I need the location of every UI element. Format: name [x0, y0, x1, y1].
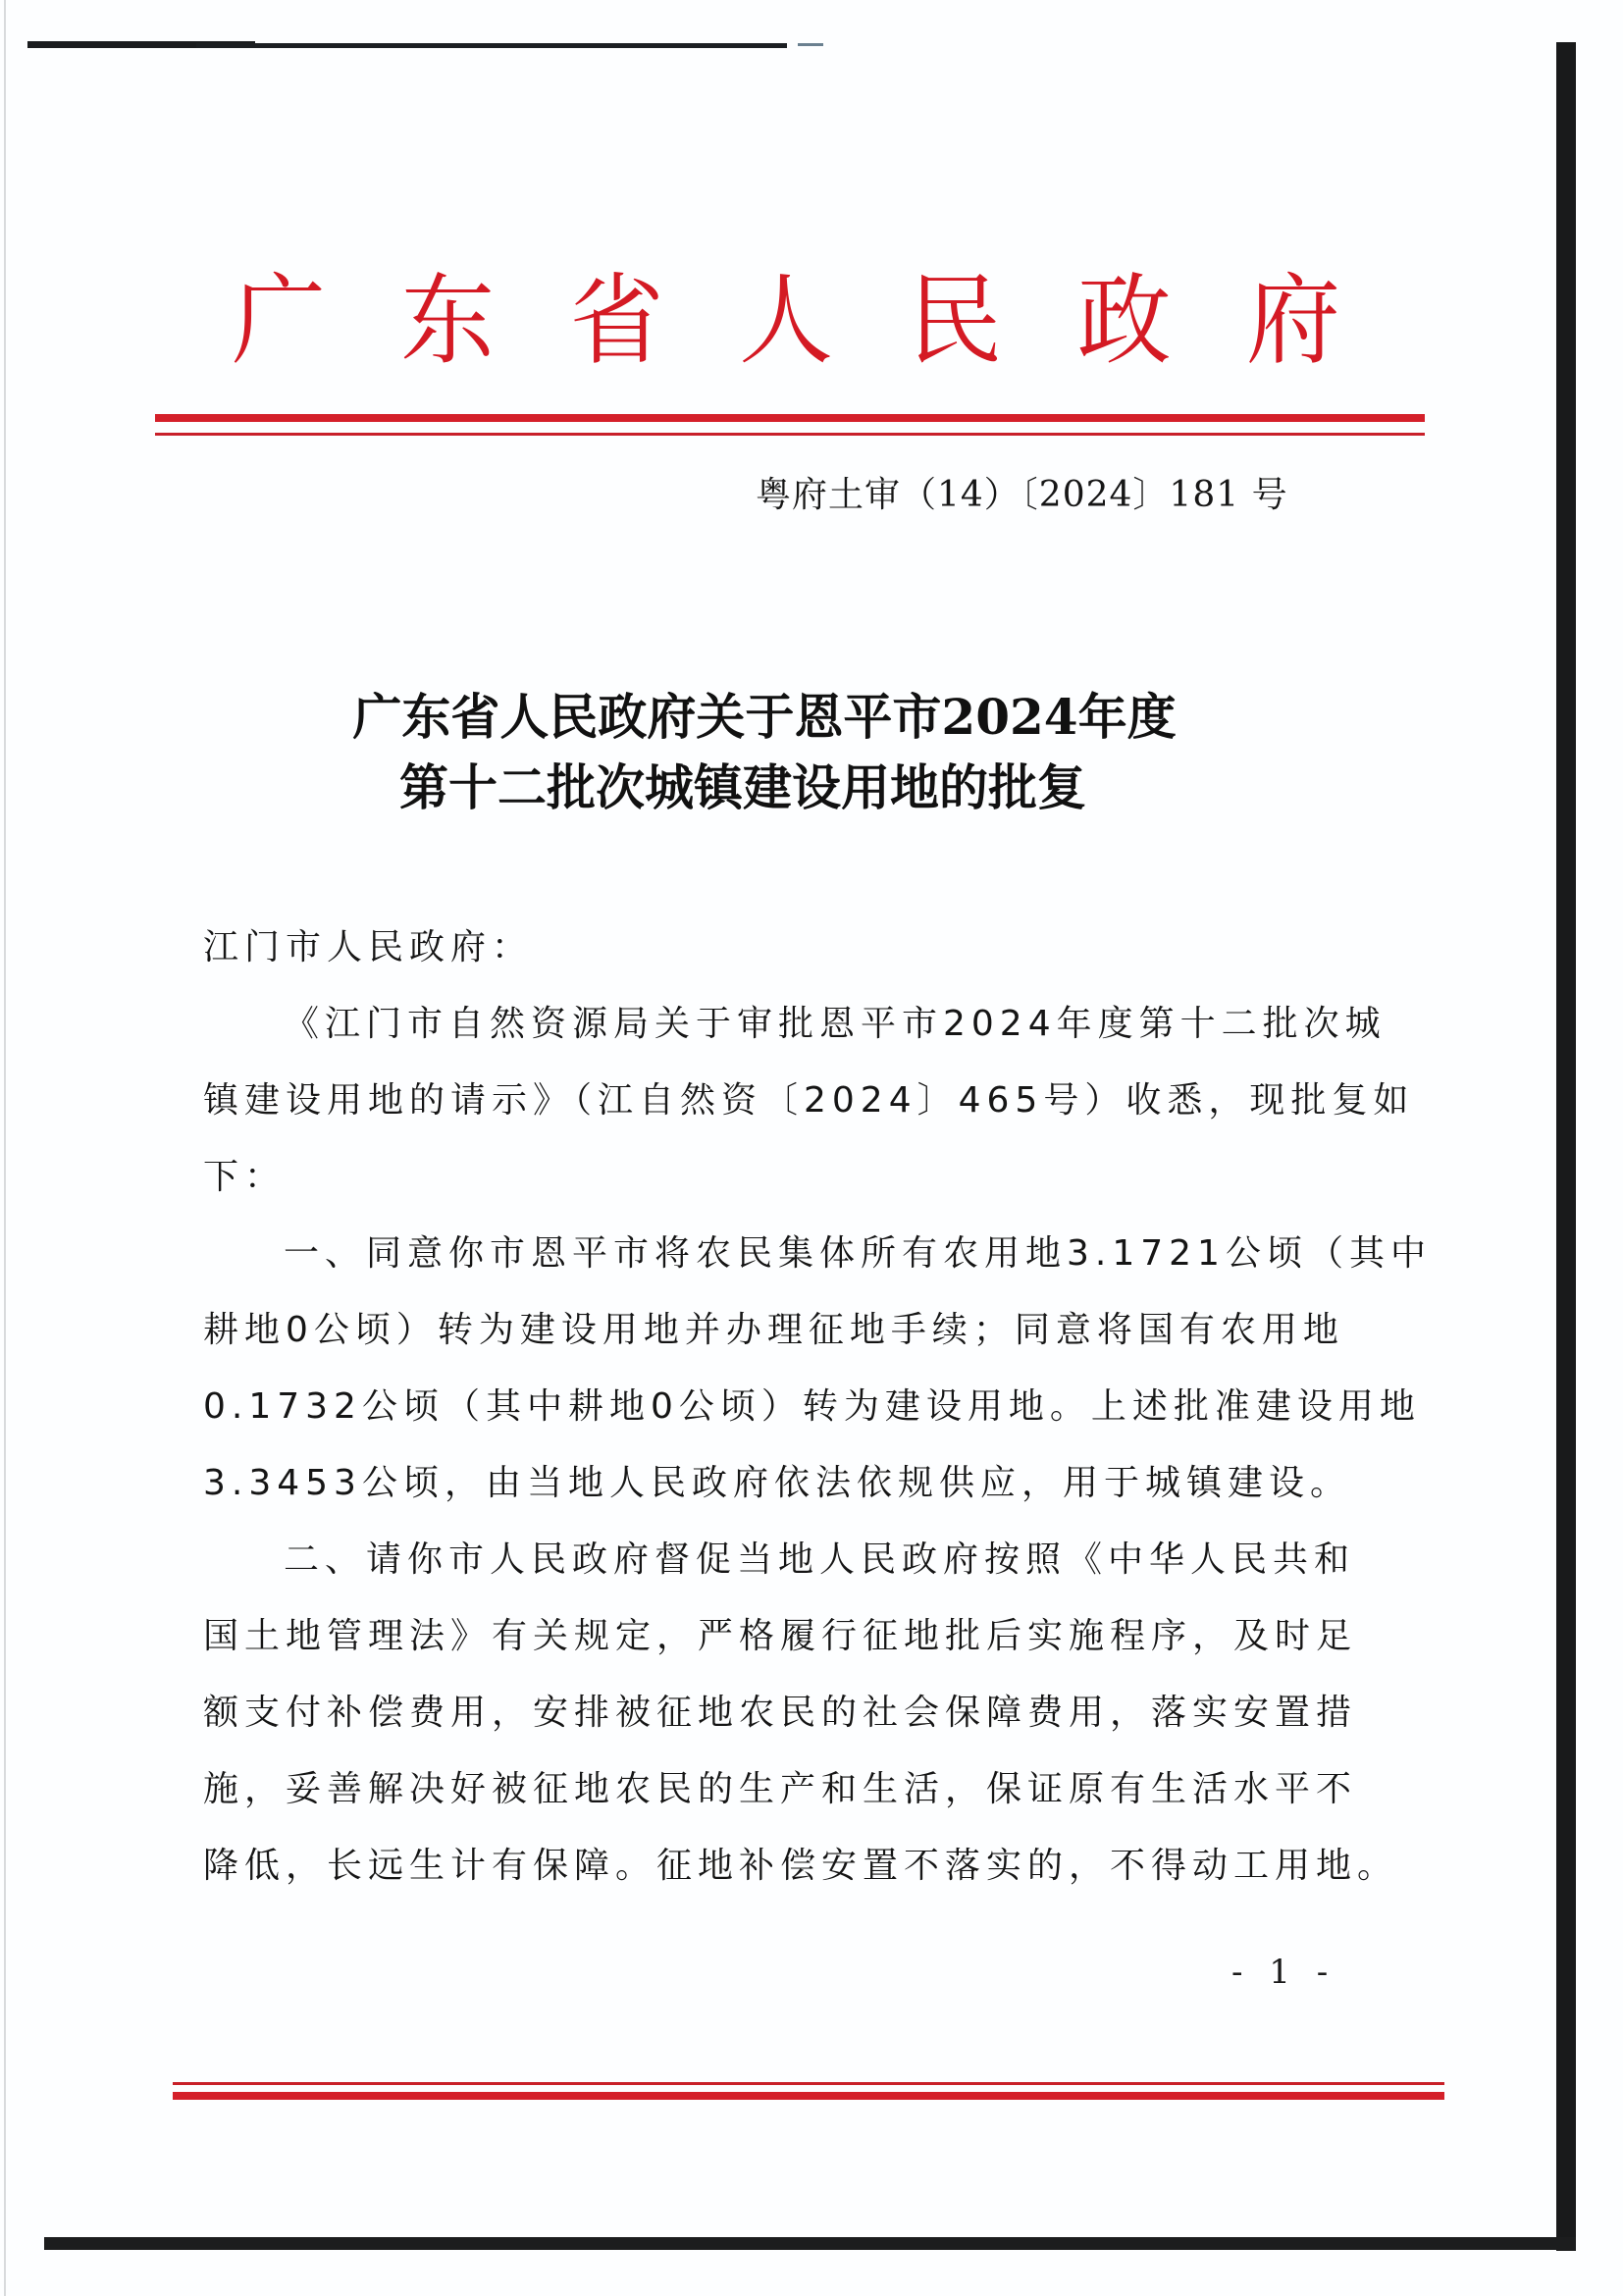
document-number: 粤府土审（14）〔2024〕181 号	[756, 475, 1288, 515]
masthead-char: 人	[738, 263, 833, 379]
body-line: 降低，长远生计有保障。征地补偿安置不落实的，不得动工用地。	[203, 1846, 1399, 1886]
masthead-red-rule-thick	[155, 414, 1425, 422]
footer-red-rule-thin	[173, 2082, 1444, 2085]
footer-red-rule-thick	[173, 2092, 1444, 2100]
top-border-dash	[798, 43, 823, 46]
top-border-line-segment	[196, 43, 787, 48]
body-line: 耕地0公顷）转为建设用地并办理征地手续；同意将国有农用地	[203, 1310, 1344, 1350]
body-line: 0.1732公顷（其中耕地0公顷）转为建设用地。上述批准建设用地	[203, 1386, 1421, 1427]
bottom-border-line	[44, 2237, 1576, 2250]
masthead-char: 省	[569, 263, 664, 379]
page-number: - 1 -	[1231, 1953, 1336, 1992]
body-line: 下：	[203, 1157, 287, 1197]
addressee: 江门市人民政府：	[203, 927, 534, 967]
document-title-line-1: 广东省人民政府关于恩平市2024年度	[352, 688, 1177, 746]
body-line: 额支付补偿费用，安排被征地农民的社会保障费用，落实安置措	[203, 1693, 1358, 1733]
masthead-title	[232, 263, 1340, 379]
body-line: 国土地管理法》有关规定，严格履行征地批后实施程序，及时足	[203, 1616, 1358, 1656]
body-line: 二、请你市人民政府督促当地人民政府按照《中华人民共和	[284, 1539, 1356, 1580]
body-line: 镇建设用地的请示》（江自然资〔2024〕465号）收悉，现批复如	[203, 1080, 1415, 1121]
document-title	[0, 682, 1623, 823]
body-line: 3.3453公顷，由当地人民政府依法依规供应，用于城镇建设。	[203, 1463, 1351, 1503]
masthead-red-rule-thin	[155, 433, 1425, 436]
right-border-bar	[1556, 42, 1576, 2251]
body-line: 《江门市自然资源局关于审批恩平市2024年度第十二批次城	[284, 1004, 1387, 1044]
page-edge	[4, 0, 6, 2296]
body-line: 施，妥善解决好被征地农民的生产和生活，保证原有生活水平不	[203, 1769, 1358, 1809]
masthead-char: 广	[232, 263, 326, 379]
masthead-char: 政	[1076, 263, 1172, 379]
masthead-char: 东	[400, 263, 496, 379]
masthead-char: 民	[908, 263, 1003, 379]
document-title-line-2: 第十二批次城镇建设用地的批复	[399, 758, 1086, 816]
body-line: 一、同意你市恩平市将农民集体所有农用地3.1721公顷（其中	[284, 1233, 1432, 1274]
masthead-char: 府	[1245, 263, 1340, 379]
